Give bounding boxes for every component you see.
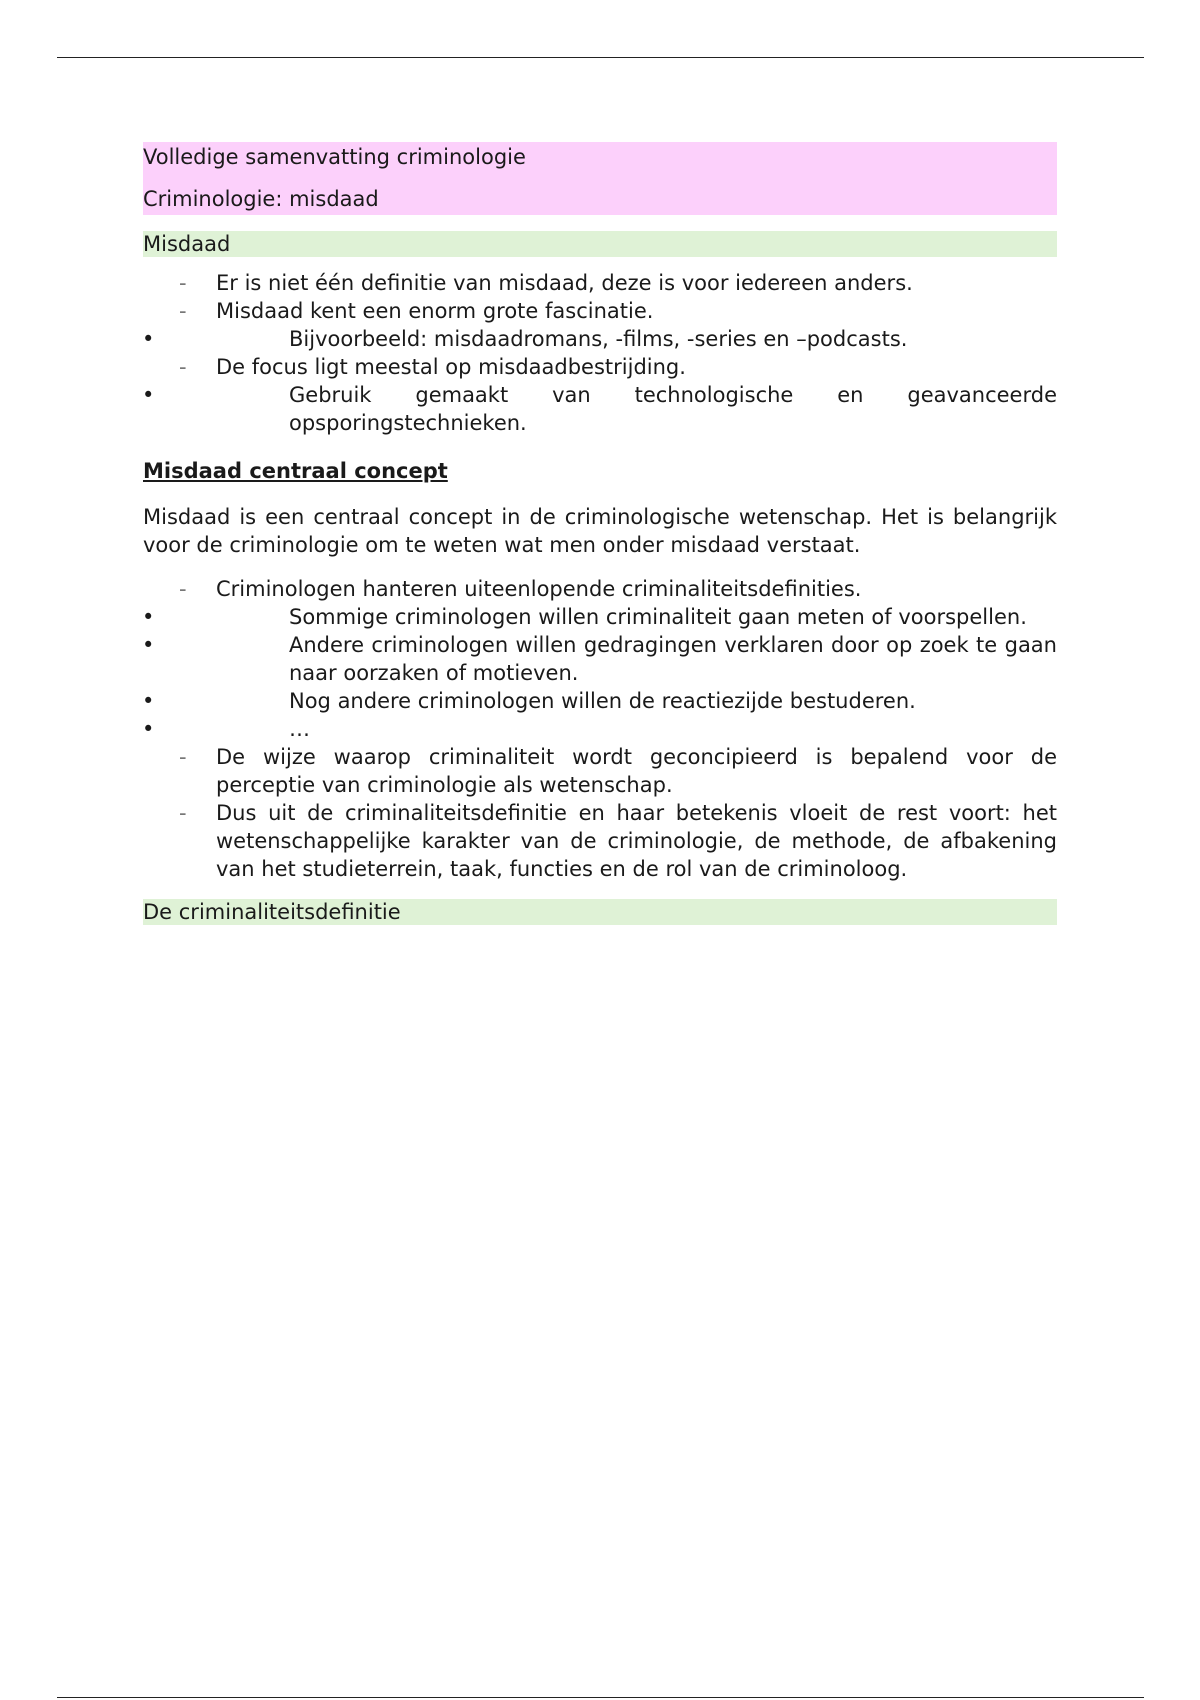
list-item: - Er is niet één definitie van misdaad, deze is voor iedereen anders. <box>143 269 1057 297</box>
list-item: - Misdaad kent een enorm grote fascinatie. • Bijvoorbeeld: misdaadromans, -films, -series en –podcasts. <box>143 297 1057 353</box>
document-body <box>143 142 1057 925</box>
list-item: - Criminologen hanteren uiteenlopende criminaliteitsdefinities. • Sommige criminologen willen criminaliteit gaan meten of voorspellen. • Andere criminologen willen gedragingen verklaren door op zoek te gaan naar oorzaken of motieven. • Nog andere criminologen willen de reactiezijde bestuderen. • … <box>143 575 1057 743</box>
sub-list <box>216 325 1057 353</box>
intro-paragraph: Misdaad is een centraal concept in de criminologische wetenschap. Het is belangrijk voor de criminologie om te weten wat men onder misdaad verstaat. <box>143 505 1057 557</box>
section-heading-criminaliteitsdefinitie: De criminaliteitsdefinitie <box>143 899 1057 925</box>
sub-list-item: • Sommige criminologen willen criminaliteit gaan meten of voorspellen. <box>216 603 1057 631</box>
list-item: - De focus ligt meestal op misdaadbestrijding. • Gebruik gemaakt van technologische en geavanceerde opsporingstechnieken. <box>143 353 1057 437</box>
list-item: - Dus uit de criminaliteitsdefinitie en haar betekenis vloeit de rest voort: het wetenschappelijke karakter van de criminologie, de methode, de afbakening van het studieterrein, taak, functies en de rol van de criminoloog. <box>143 799 1057 883</box>
sub-list-item: • Andere criminologen willen gedragingen verklaren door op zoek te gaan naar oorzaken of motieven. <box>216 631 1057 687</box>
sub-list-item: • Nog andere criminologen willen de reactiezijde bestuderen. <box>216 687 1057 715</box>
title-block <box>143 142 1057 215</box>
list-item: - De wijze waarop criminaliteit wordt geconcipieerd is bepalend voor de perceptie van criminologie als wetenschap. <box>143 743 1057 799</box>
sub-list <box>216 603 1057 743</box>
section-heading-misdaad: Misdaad <box>143 231 1057 257</box>
sub-list-item: • Gebruik gemaakt van technologische en geavanceerde opsporingstechnieken. <box>216 381 1057 437</box>
document-title: Volledige samenvatting criminologie <box>143 145 526 169</box>
sub-list-item: • Bijvoorbeeld: misdaadromans, -films, -series en –podcasts. <box>216 325 1057 353</box>
section-heading-centraal-concept: Misdaad centraal concept <box>143 459 448 483</box>
sub-list-item: • … <box>216 715 1057 743</box>
header-rule <box>57 57 1144 58</box>
footer-rule <box>57 1697 1144 1698</box>
document-subtitle: Criminologie: misdaad <box>143 187 379 211</box>
sub-list <box>216 381 1057 437</box>
concept-list <box>143 575 1057 883</box>
misdaad-list <box>143 269 1057 437</box>
